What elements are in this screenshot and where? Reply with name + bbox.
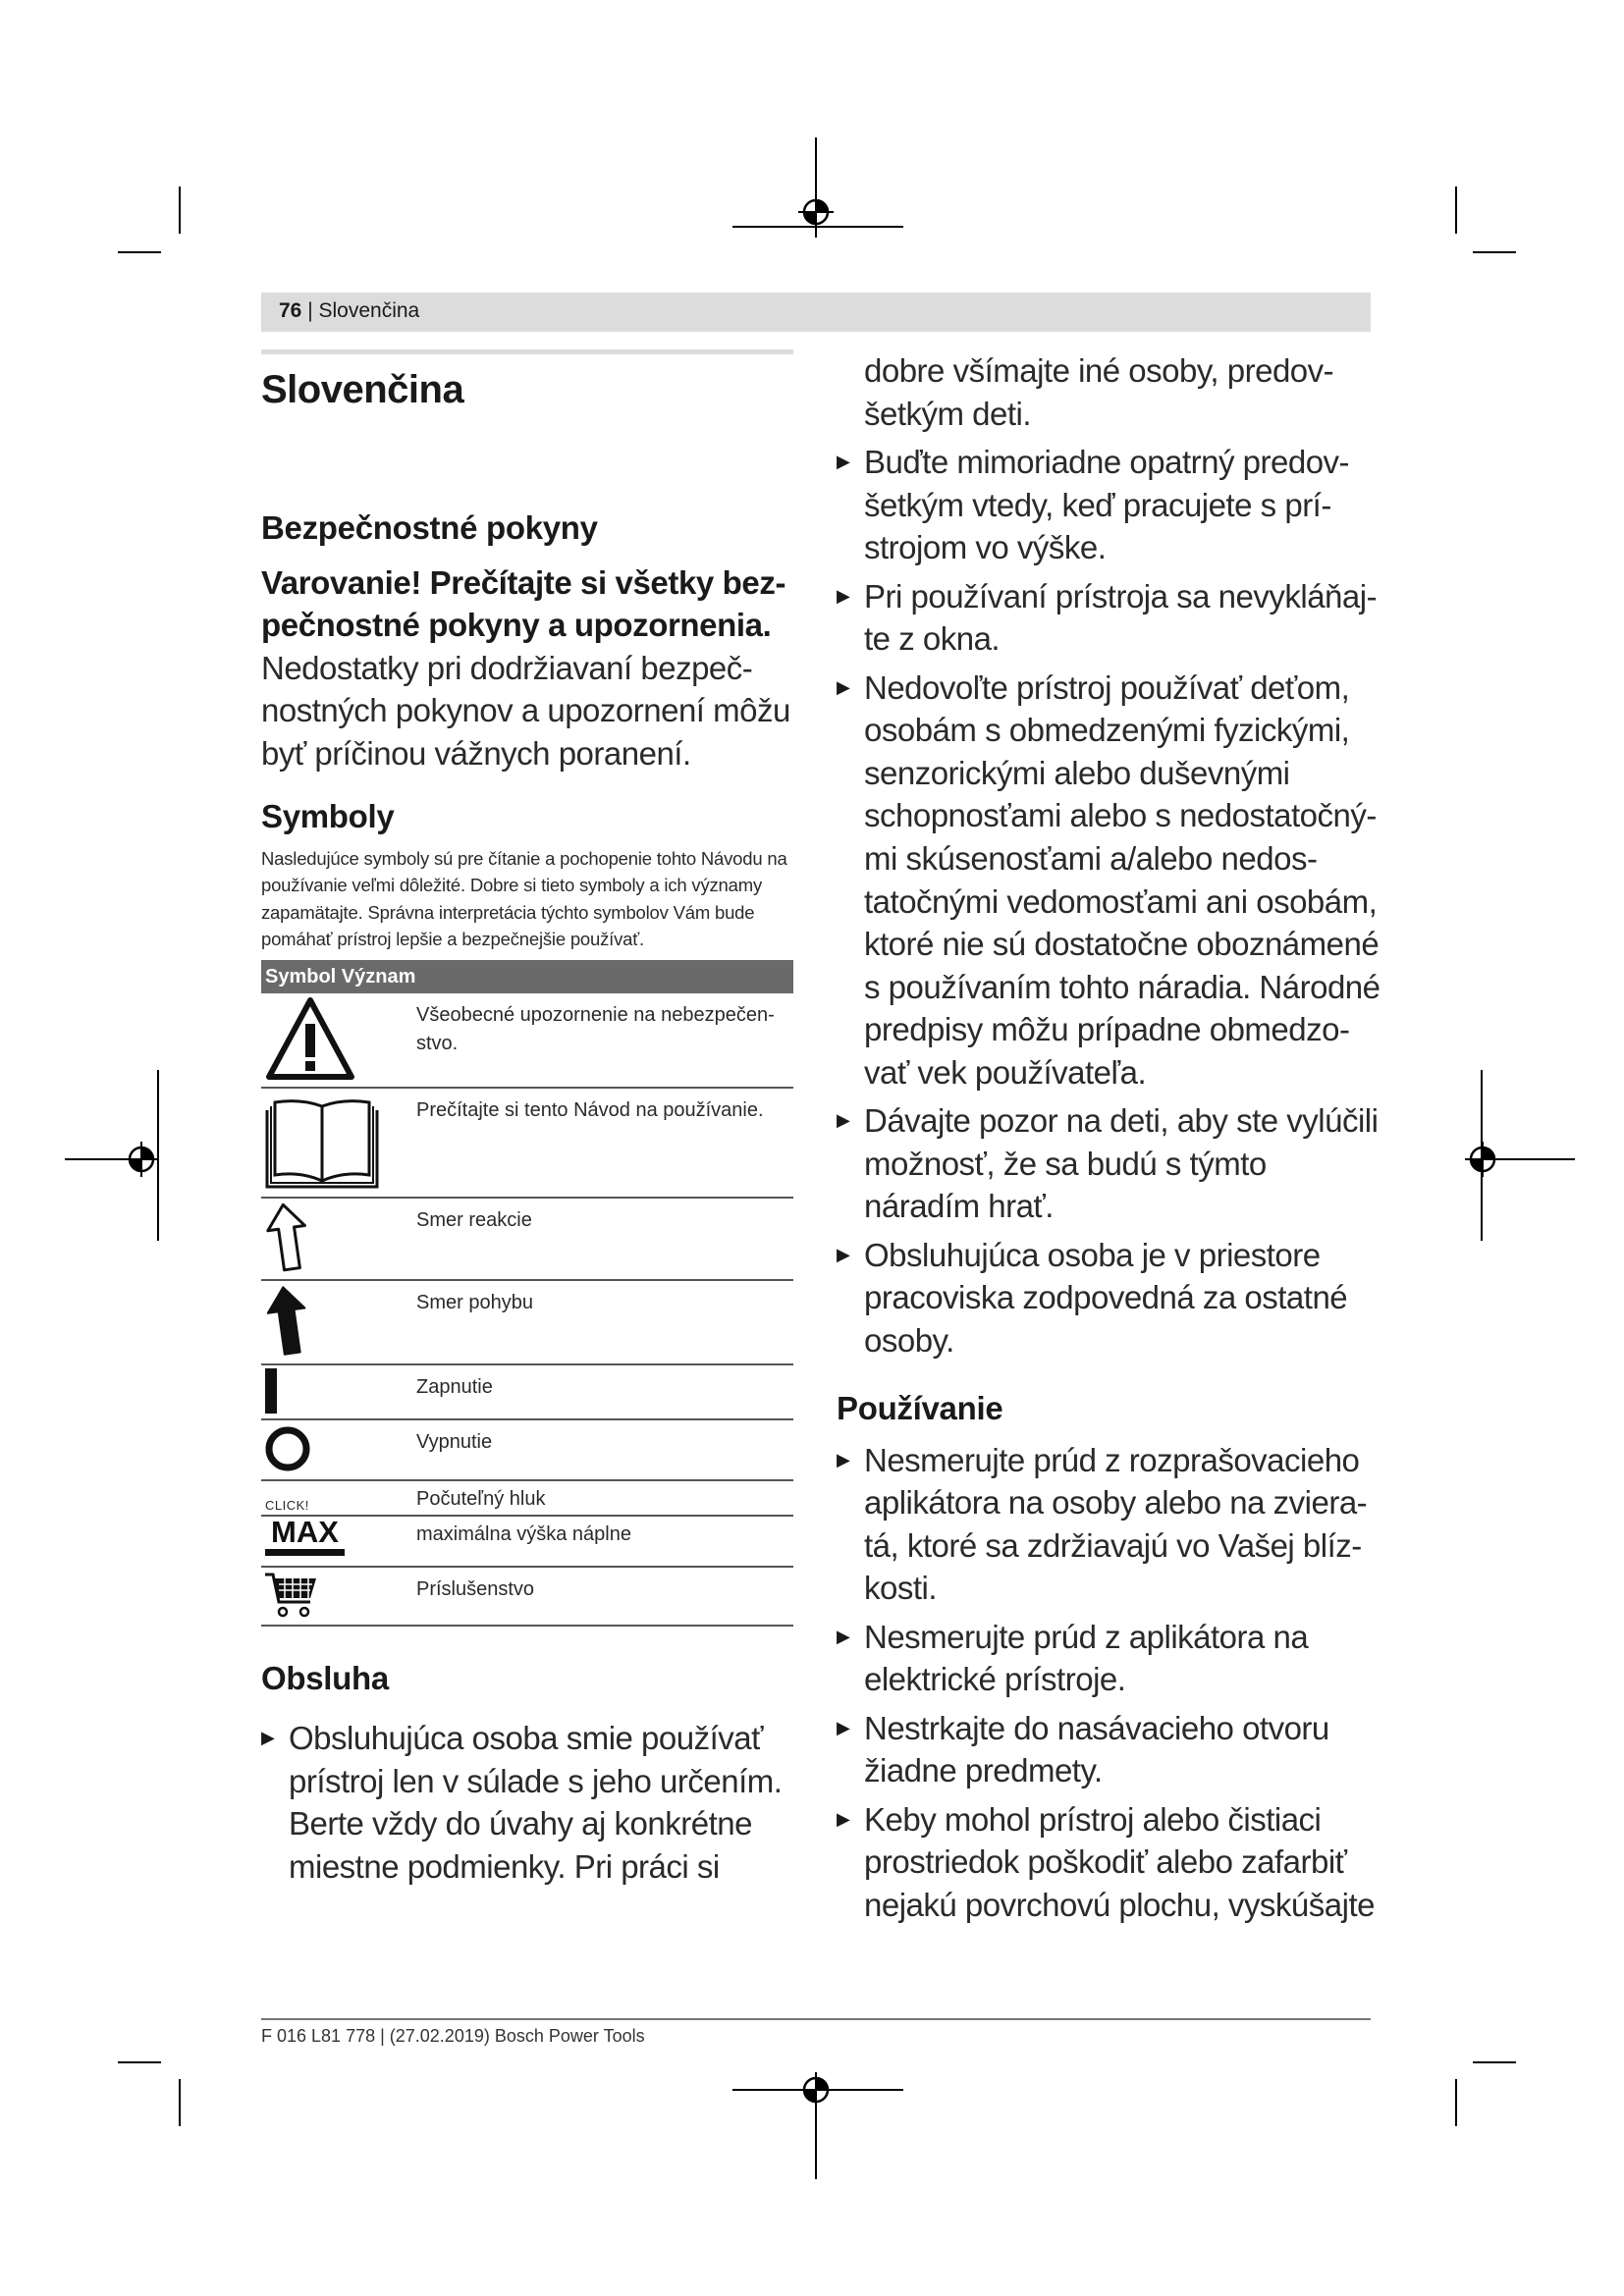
list-item: ▶ Nesmerujte prúd z aplikátora na elektrické prístroje. — [837, 1616, 1386, 1701]
list-item: ▶ Nesmerujte prúd z rozprašovacieho aplikátora na osoby alebo na zviera-tá, ktoré sa zdržiavajú vo Vašej blíz-kosti. — [837, 1439, 1386, 1610]
symbol-meaning: Smer pohybu — [416, 1280, 793, 1364]
table-row — [261, 1364, 793, 1419]
shopping-cart-icon — [263, 1571, 318, 1620]
footer-rule — [261, 2018, 1371, 2020]
click-label: CLICK! — [265, 1498, 309, 1514]
list-item: ▶ Buďte mimoriadne opatrný predov-šetkým vtedy, keď pracujete s prí-strojom vo výške. — [837, 441, 1386, 569]
operation-list-right — [837, 441, 1386, 1362]
registration-target-icon — [798, 194, 834, 230]
continuation-text: dobre všímajte iné osoby, predov-šetkým deti. — [864, 352, 1334, 432]
warning-text: Nedostatky pri dodržiavaní bezpeč-nostných pokynov a upozornení môžu byť príčinou vážnych poranení. — [261, 649, 790, 772]
safety-heading: Bezpečnostné pokyny — [261, 509, 598, 546]
symbol-meaning: Zapnutie — [416, 1364, 793, 1419]
usage-list — [837, 1439, 1386, 1927]
header-section: Slovenčina — [318, 299, 420, 322]
symbols-heading: Symboly — [261, 798, 395, 835]
page-number: 76 — [279, 299, 302, 322]
table-row — [261, 993, 793, 1088]
page-footer: F 016 L81 778 | (27.02.2019) Bosch Power Tools — [261, 2026, 645, 2046]
warning-bold: Varovanie! Prečítajte si všetky bez-pečnostné pokyny a upozornenia. — [261, 563, 786, 643]
table-row — [261, 1198, 793, 1280]
operation-list-left — [261, 1717, 793, 1888]
symbols-table — [261, 960, 793, 1627]
table-row — [261, 1088, 793, 1198]
symbols-intro: Nasledujúce symboly sú pre čítanie a pochopenie tohto Návodu na používanie veľmi dôležité. Dobre si tieto symboly a ich významy zapamätajte. Správna interpretácia týchto symbolov Vám bude pomáhať prístroj lepšie a bezpečnejšie používať. — [261, 848, 787, 949]
registration-target-icon — [798, 2072, 834, 2108]
symbol-meaning: Počuteľný hluk — [416, 1480, 793, 1516]
right-column — [837, 349, 1386, 1933]
title-rule — [261, 349, 793, 354]
registration-target-icon — [1465, 1142, 1500, 1177]
symbol-meaning: Prečítajte si tento Návod na používanie. — [416, 1088, 793, 1198]
warning-triangle-icon — [263, 994, 357, 1083]
list-item: ▶ Nestrkajte do nasávacieho otvoru žiadne predmety. — [837, 1707, 1386, 1792]
on-bar-icon — [265, 1368, 277, 1414]
usage-heading: Používanie — [837, 1389, 1003, 1426]
manual-book-icon — [263, 1093, 381, 1191]
table-row — [261, 1280, 793, 1364]
list-item: ▶ Dávajte pozor na deti, aby ste vylúčili možnosť, že sa budú s týmto náradím hrať. — [837, 1099, 1386, 1228]
symbol-meaning: Smer reakcie — [416, 1198, 793, 1280]
page-header-bar — [261, 293, 1371, 332]
symbol-meaning: Všeobecné upozornenie na nebezpečen-stvo. — [416, 993, 793, 1088]
page-title: Slovenčina — [261, 368, 464, 411]
table-row — [261, 1516, 793, 1567]
table-row — [261, 1480, 793, 1516]
left-column — [261, 349, 793, 1894]
symbol-meaning: maximálna výška náplne — [416, 1516, 793, 1567]
list-item: ▶ Nedovoľte prístroj používať deťom, osobám s obmedzenými fyzickými, senzorickými alebo duševnými schopnosťami alebo s nedostatočný-mi skúsenosťami a/alebo nedos-tatočnými vedomosťami ani osobám, ktoré nie sú dostatočne oboznámené s používaním tohto náradia. Národné predpisy môžu prípadne obmedzo-vať vek používateľa. — [837, 667, 1386, 1094]
operation-heading: Obsluha — [261, 1660, 389, 1697]
movement-arrow-icon — [263, 1283, 312, 1360]
reaction-arrow-icon — [263, 1201, 312, 1275]
page-header: 76 | Slovenčina — [279, 299, 420, 322]
table-row — [261, 1419, 793, 1480]
table-row — [261, 1567, 793, 1626]
symbol-meaning: Vypnutie — [416, 1419, 793, 1480]
list-item: ▶ Pri používaní prístroja sa nevykláňaj-te z okna. — [837, 575, 1386, 661]
off-circle-icon — [263, 1424, 312, 1473]
list-item: ▶ Obsluhujúca osoba je v priestore pracoviska zodpovedná za ostatné osoby. — [837, 1234, 1386, 1362]
table-header: Symbol Význam — [261, 960, 793, 993]
list-item: ▶ Keby mohol prístroj alebo čistiaci prostriedok poškodiť alebo zafarbiť nejakú povrchovú plochu, vyskúšajte — [837, 1798, 1386, 1927]
registration-target-icon — [124, 1142, 159, 1177]
list-item: ▶ Obsluhujúca osoba smie používať prístroj len v súlade s jeho určením. Berte vždy do úvahy aj konkrétne miestne podmienky. Pri práci si — [261, 1717, 793, 1888]
symbol-meaning: Príslušenstvo — [416, 1567, 793, 1626]
max-fill-icon: MAX — [265, 1517, 345, 1556]
